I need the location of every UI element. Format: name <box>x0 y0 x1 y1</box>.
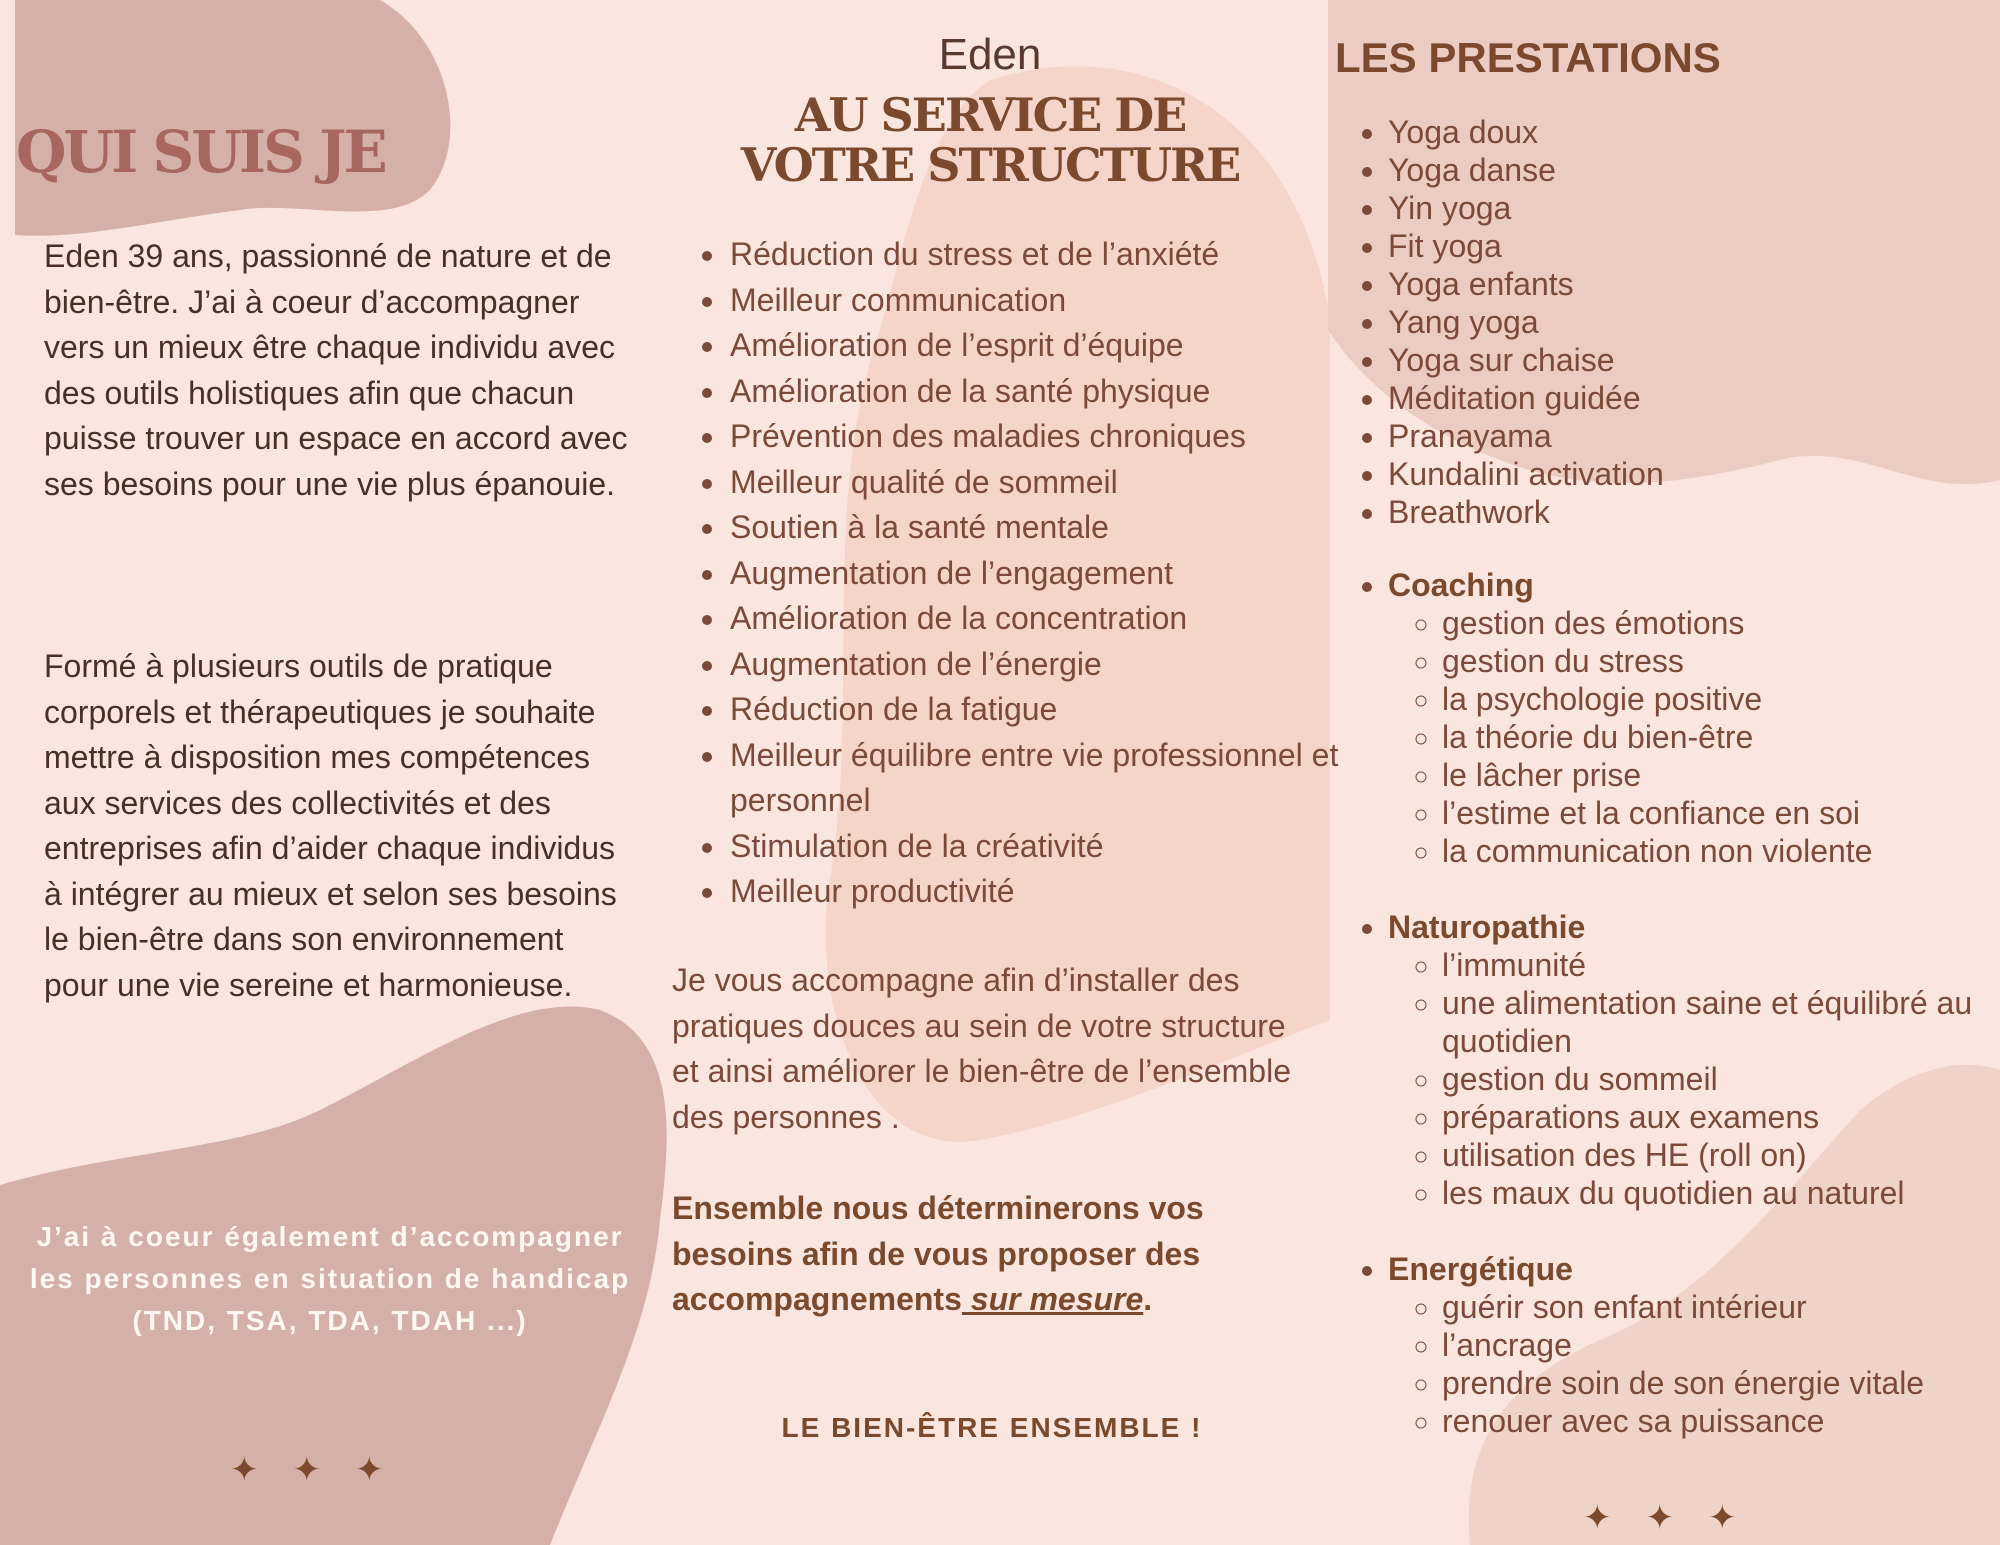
service-subitem: ◦ l’estime et la confiance en soi <box>1442 794 2000 832</box>
star-icon: ✦ <box>292 1451 321 1489</box>
service-subitem: ◦ gestion du sommeil <box>1442 1060 2000 1098</box>
yoga-item: • Kundalini activation <box>1388 455 1664 493</box>
intro-paragraph: Eden 39 ans, passionné de nature et de bien-être. J’ai à coeur d’accompagner vers un mieux être chaque individu avec des outils holistiques afin que chacun puisse trouver un espace en accord avec ses besoins pour une vie plus épanouie. <box>44 238 628 502</box>
service-subitem: ◦ renouer avec sa puissance <box>1442 1402 2000 1440</box>
yoga-item: • Yoga danse <box>1388 151 1664 189</box>
star-icon: ✦ <box>230 1451 259 1489</box>
service-category-title: Coaching <box>1388 567 1534 603</box>
service-subitem: ◦ la psychologie positive <box>1442 680 2000 718</box>
benefit-item: • Réduction de la fatigue <box>728 687 1378 733</box>
slogan: LE BIEN-ÊTRE ENSEMBLE ! <box>781 1412 1203 1443</box>
service-category-title: Naturopathie <box>1388 909 1586 945</box>
service-title-line-2: VOTRE STRUCTURE <box>740 138 1240 192</box>
service-sublist <box>1388 1288 2000 1440</box>
who-am-i-title: QUI SUIS JE <box>16 118 385 186</box>
star-icon: ✦ <box>1583 1499 1612 1537</box>
yoga-item: • Yoga doux <box>1388 113 1664 151</box>
service-subitem: ◦ la communication non violente <box>1442 832 2000 870</box>
service-subitem: ◦ l’ancrage <box>1442 1326 2000 1364</box>
custom-offer-text <box>672 1186 1312 1323</box>
benefit-item: • Augmentation de l’engagement <box>728 551 1378 597</box>
benefit-item: • Meilleur équilibre entre vie professionnel et personnel <box>728 733 1378 824</box>
yoga-item: • Yoga enfants <box>1388 265 1664 303</box>
benefit-item: • Réduction du stress et de l’anxiété <box>728 232 1378 278</box>
benefits-list <box>680 232 1378 915</box>
benefit-item: • Amélioration de l’esprit d’équipe <box>728 323 1378 369</box>
service-subitem: ◦ les maux du quotidien au naturel <box>1442 1174 2000 1212</box>
handicap-note: J’ai à coeur également d’accompagner les personnes en situation de handicap (TND, TSA, TDA, TDAH ...) <box>29 1221 631 1336</box>
training-paragraph: Formé à plusieurs outils de pratique corporels et thérapeutiques je souhaite mettre à disposition mes compétences aux services des collectivités et des entreprises afin d’aider chaque individus à intégrer au mieux et selon ses besoins le bien-être dans son environnement pour une vie sereine et harmonieuse. <box>44 648 617 1003</box>
service-sublist <box>1388 604 2000 870</box>
yoga-item: • Pranayama <box>1388 417 1664 455</box>
services-title: LES PRESTATIONS <box>1335 34 1721 81</box>
service-category <box>1388 908 2000 1212</box>
benefit-item: • Augmentation de l’énergie <box>728 642 1378 688</box>
benefit-item: • Meilleur productivité <box>728 869 1378 915</box>
service-subitem: ◦ utilisation des HE (roll on) <box>1442 1136 2000 1174</box>
custom-offer-end: . <box>1143 1281 1153 1317</box>
service-category <box>1388 566 2000 870</box>
yoga-item: • Méditation guidée <box>1388 379 1664 417</box>
service-subitem: ◦ gestion du stress <box>1442 642 2000 680</box>
benefit-item: • Prévention des maladies chroniques <box>728 414 1378 460</box>
benefit-item: • Amélioration de la concentration <box>728 596 1378 642</box>
star-icon: ✦ <box>355 1451 384 1489</box>
benefit-item: • Soutien à la santé mentale <box>728 505 1378 551</box>
star-icon: ✦ <box>1708 1499 1737 1537</box>
service-subitem: ◦ une alimentation saine et équilibré au quotidien <box>1442 984 2000 1060</box>
service-subitem: ◦ le lâcher prise <box>1442 756 2000 794</box>
custom-offer-emphasis: sur mesure <box>961 1281 1144 1317</box>
service-subitem: ◦ l’immunité <box>1442 946 2000 984</box>
benefit-item: • Meilleur communication <box>728 278 1378 324</box>
benefit-item: • Amélioration de la santé physique <box>728 369 1378 415</box>
yoga-item: • Yang yoga <box>1388 303 1664 341</box>
benefit-item: • Stimulation de la créativité <box>728 824 1378 870</box>
service-category <box>1388 1250 2000 1440</box>
service-subitem: ◦ la théorie du bien-être <box>1442 718 2000 756</box>
right-stars-decoration <box>1583 1498 1737 1538</box>
left-stars-decoration <box>230 1450 384 1490</box>
service-sublist <box>1388 946 2000 1212</box>
service-subitem: ◦ prendre soin de son énergie vitale <box>1442 1364 2000 1402</box>
service-category-title: Energétique <box>1388 1251 1573 1287</box>
brand-name: Eden <box>938 30 1042 79</box>
support-paragraph: Je vous accompagne afin d’installer des pratiques douces au sein de votre structure et ainsi améliorer le bien-être de l’ensemble des personnes . <box>672 962 1291 1135</box>
star-icon: ✦ <box>1645 1499 1674 1537</box>
yoga-item: • Fit yoga <box>1388 227 1664 265</box>
yoga-item: • Yoga sur chaise <box>1388 341 1664 379</box>
benefit-item: • Meilleur qualité de sommeil <box>728 460 1378 506</box>
service-subitem: ◦ guérir son enfant intérieur <box>1442 1288 2000 1326</box>
custom-offer-main: Ensemble nous déterminerons vos besoins afin de vous proposer des accompagnements <box>672 1190 1204 1317</box>
yoga-item: • Yin yoga <box>1388 189 1664 227</box>
service-title-line-1: AU SERVICE DE <box>794 88 1186 142</box>
service-title <box>670 90 1310 190</box>
service-subitem: ◦ gestion des émotions <box>1442 604 2000 642</box>
yoga-item: • Breathwork <box>1388 493 1664 531</box>
service-subitem: ◦ préparations aux examens <box>1442 1098 2000 1136</box>
yoga-list <box>1340 113 1664 531</box>
services-list <box>1340 566 2000 1478</box>
